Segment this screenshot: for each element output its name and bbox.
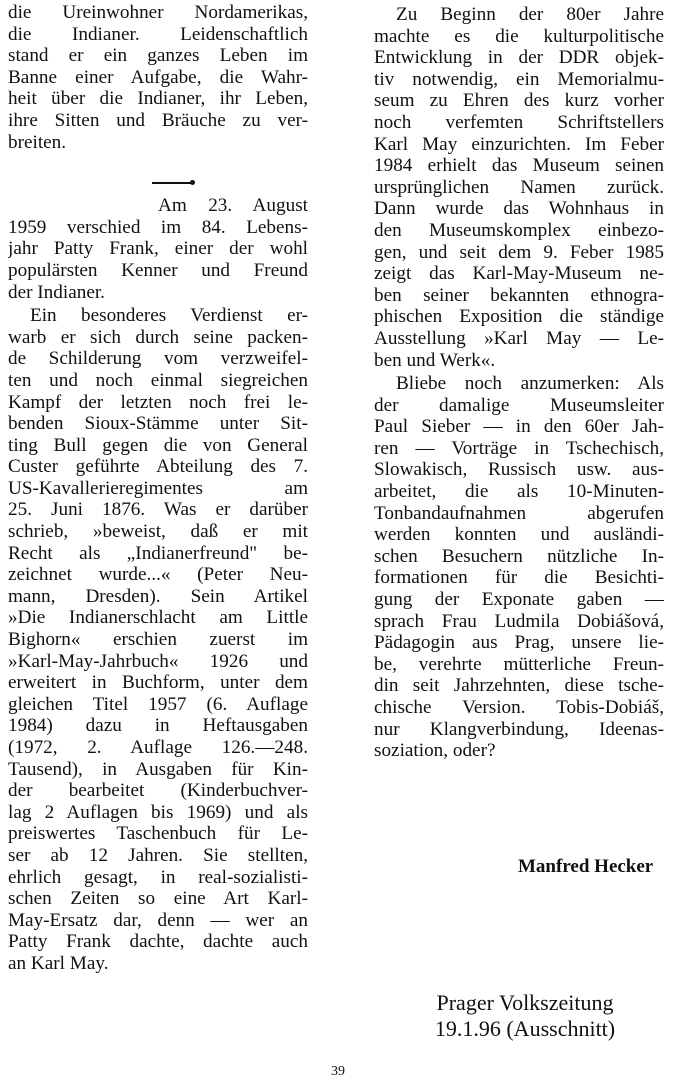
text-line: Recht als „Indianerfreund" be- — [8, 542, 308, 564]
text-line: die Indianer. Leidenschaftlich — [8, 23, 308, 45]
text-line: ursprünglichen Namen zurück. — [374, 176, 664, 198]
text-line: zeichnet wurde...« (Peter Neu- — [8, 564, 308, 586]
death-paragraph — [8, 195, 308, 303]
text-line: der bearbeitet (Kinderbuchver- — [8, 780, 308, 802]
text-line: sprach Frau Ludmila Dobiášová, — [374, 610, 664, 632]
section-divider — [152, 182, 192, 184]
text-line: Custer geführte Abteilung des 7. — [8, 456, 308, 478]
text-line: Am 23. August — [158, 195, 308, 217]
remark-paragraph — [374, 373, 664, 762]
text-line: »Karl-May-Jahrbuch« 1926 und — [8, 650, 308, 672]
text-line: Zu Beginn der 80er Jahre — [396, 4, 664, 25]
text-line: Banne einer Aufgabe, die Wahr- — [8, 66, 308, 88]
text-line: de Schilderung vom verzweifel- — [8, 348, 308, 370]
text-line: be, verehrte mütterliche Freun- — [374, 653, 664, 675]
text-line: Bighorn« erschien zuerst im — [8, 629, 308, 651]
text-line: ten und noch einmal siegreichen — [8, 369, 308, 391]
source-date: 19.1.96 (Ausschnitt) — [434, 1016, 616, 1041]
text-line: schrieb, »beweist, daß er mit — [8, 521, 308, 543]
text-line: 1984) dazu in Heftausgaben — [8, 715, 308, 737]
text-line: gleichen Titel 1957 (6. Auflage — [8, 693, 308, 715]
text-line: (1972, 2. Auflage 126.—248. — [8, 737, 308, 758]
text-line: 1984 erhielt das Museum seinen — [374, 155, 664, 177]
text-line: ser ab 12 Jahren. Sie stellten, — [8, 844, 308, 866]
text-line: tiv notwendig, ein Memorialmu- — [374, 68, 664, 90]
text-line: »Die Indianerschlacht am Little — [8, 607, 308, 629]
merit-paragraph — [8, 305, 308, 974]
text-line: soziation, oder? — [374, 740, 496, 762]
text-line: warb er sich durch seine packen- — [8, 326, 308, 348]
text-line: Tonbandaufnahmen abgerufen — [374, 502, 664, 524]
text-line: ren — Vorträge in Tschechisch, — [374, 437, 664, 459]
text-line: jahr Patty Frank, einer der wohl — [8, 238, 308, 260]
text-line: breiten. — [8, 131, 67, 153]
museum-paragraph — [374, 0, 664, 371]
text-line: formationen für die Besichti- — [374, 567, 664, 589]
text-line: der Indianer. — [8, 281, 105, 303]
text-line: Pädagogin aus Prag, unsere lie- — [374, 632, 664, 654]
text-line: phischen Exposition die ständige — [374, 306, 664, 328]
text-line: ting Bull gegen die von General — [8, 434, 308, 456]
text-line: Bliebe noch anzumerken: Als — [396, 373, 664, 395]
text-line: schen Besuchern nützliche In- — [374, 545, 664, 567]
text-line: US-Kavallerieregimentes am — [8, 477, 308, 499]
text-line: noch verfemten Schriftstellers — [374, 111, 664, 133]
left-column — [8, 0, 308, 975]
text-line: machte es die kulturpolitische — [374, 25, 664, 47]
text-line: ben und Werk«. — [374, 349, 496, 371]
text-line: erweitert in Buchform, unter dem — [8, 672, 308, 694]
text-line: Kampf der letzten noch frei le- — [8, 391, 308, 413]
text-line: Paul Sieber — in den 60er Jah- — [374, 416, 664, 438]
page-number: 39 — [331, 1064, 345, 1079]
text-line: Karl May einzurichten. Im Feber — [374, 133, 664, 155]
text-line: Ein besonderes Verdienst er- — [30, 305, 308, 327]
text-line: chische Version. Tobis-Dobiáš, — [374, 697, 664, 718]
text-line: die Ureinwohner Nordamerikas, — [8, 2, 308, 23]
text-line: den Museumskomplex einbezo- — [374, 219, 664, 241]
text-line: May-Ersatz dar, denn — wer an — [8, 909, 308, 931]
text-line: stand er ein ganzes Leben im — [8, 45, 308, 67]
text-line: Ausstellung »Karl May — Le- — [374, 327, 664, 349]
text-line: benden Sioux-Stämme unter Sit- — [8, 413, 308, 435]
source-publication: Prager Volkszeitung — [436, 990, 614, 1015]
text-line: 1959 verschied im 84. Lebens- — [8, 216, 308, 238]
text-line: nur Klangverbindung, Ideenas- — [374, 718, 664, 740]
author-signature: Manfred Hecker — [518, 856, 654, 877]
text-line: Patty Frank dachte, dachte auch — [8, 931, 308, 953]
text-line: werden konnten und ausländi- — [374, 524, 664, 546]
text-line: heit über die Indianer, ihr Leben, — [8, 88, 308, 110]
text-line: Slowakisch, Russisch usw. aus- — [374, 459, 664, 481]
text-line: arbeitet, die als 10-Minuten- — [374, 481, 664, 503]
source-citation — [410, 990, 640, 1042]
intro-paragraph — [8, 0, 308, 153]
text-line: 25. Juni 1876. Was er darüber — [8, 499, 308, 521]
text-line: preiswertes Taschenbuch für Le- — [8, 823, 308, 845]
right-column — [374, 0, 664, 762]
text-line: der damalige Museumsleiter — [374, 394, 664, 416]
section-divider-tip — [190, 180, 195, 185]
text-line: Tausend), in Ausgaben für Kin- — [8, 758, 308, 780]
text-line: mann, Dresden). Sein Artikel — [8, 585, 308, 607]
text-line: gung der Exponate gaben — — [374, 589, 664, 611]
text-line: an Karl May. — [8, 952, 109, 974]
text-line: ehrlich gesagt, in real-sozialisti- — [8, 866, 308, 888]
text-line: populärsten Kenner und Freund — [8, 259, 308, 281]
text-line: Entwicklung in der DDR objek- — [374, 47, 664, 69]
text-line: seum zu Ehren des kurz vorher — [374, 90, 664, 112]
text-line: ihre Sitten und Bräuche zu ver- — [8, 109, 308, 131]
text-line: Dann wurde das Wohnhaus in — [374, 198, 664, 220]
text-line: din seit Jahrzehnten, diese tsche- — [374, 675, 664, 697]
text-line: lag 2 Auflagen bis 1969) und als — [8, 801, 308, 823]
text-line: zeigt das Karl-May-Museum ne- — [374, 263, 664, 285]
text-line: gen, und seit dem 9. Feber 1985 — [374, 241, 664, 263]
text-line: schen Zeiten so eine Art Karl- — [8, 888, 308, 910]
text-line: ben seiner bekannten ethnogra- — [374, 284, 664, 306]
